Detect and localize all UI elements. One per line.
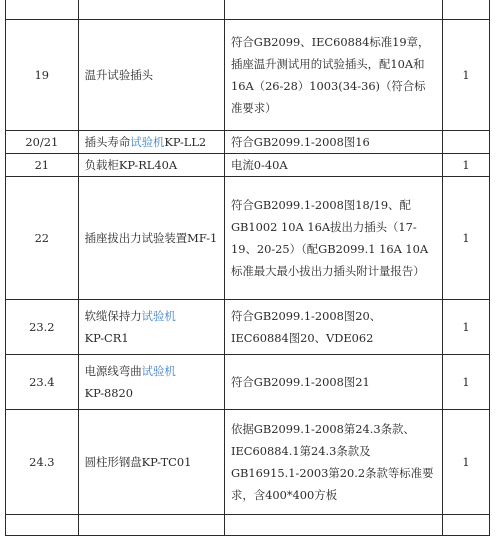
row-number <box>6 515 79 536</box>
standard-cell: 符合GB2099.1-2008图16 <box>224 131 442 154</box>
table-row <box>6 154 490 177</box>
row-number: 22 <box>6 177 79 300</box>
standard-cell: 电流0-40A <box>224 154 442 177</box>
row-number <box>6 0 79 20</box>
table-row <box>6 20 490 131</box>
equipment-name <box>78 0 224 20</box>
highlight-link[interactable]: 试验机 <box>141 364 176 378</box>
equipment-name: 负载柜KP-RL40A <box>78 154 224 177</box>
equipment-name: 插座拔出力试验装置MF-1 <box>78 177 224 300</box>
highlight-link[interactable]: 试验机 <box>130 135 165 149</box>
quantity-cell: 1 <box>442 300 489 355</box>
standard-cell: 符合GB2099、IEC60884标准19章，插座温升测试用的试验插头，配10A和16A（26-28）1003(34-36)（符合标准要求） <box>224 20 442 131</box>
row-number: 23.2 <box>6 300 79 355</box>
table-row <box>6 410 490 515</box>
standard-cell <box>224 515 442 536</box>
table-row <box>6 0 490 20</box>
quantity-cell <box>442 0 489 20</box>
standard-cell: 依据GB2099.1-2008第24.3条款、IEC60884.1第24.3条款及GB16915.1-2003第20.2条款等标准要求，含400*400方板 <box>224 410 442 515</box>
standard-cell: 符合GB2099.1-2008图21 <box>224 355 442 410</box>
table-row <box>6 131 490 154</box>
quantity-cell: 1 <box>442 154 489 177</box>
quantity-cell: 1 <box>442 20 489 131</box>
equipment-name: 温升试验插头 <box>78 20 224 131</box>
standard-cell <box>224 0 442 20</box>
equipment-name: 圆柱形钢盘KP-TC01 <box>78 410 224 515</box>
table-row <box>6 300 490 355</box>
equipment-table <box>5 0 490 536</box>
row-number: 23.4 <box>6 355 79 410</box>
highlight-link[interactable]: 试验机 <box>141 309 176 323</box>
equipment-name: 电源线弯曲试验机 KP-8820 <box>78 355 224 410</box>
equipment-name: 软缆保持力试验机 KP-CR1 <box>78 300 224 355</box>
quantity-cell: 1 <box>442 177 489 300</box>
table-row <box>6 515 490 536</box>
equipment-name <box>78 515 224 536</box>
quantity-cell <box>442 515 489 536</box>
standard-cell: 符合GB2099.1-2008图20、IEC60884图20、VDE062 <box>224 300 442 355</box>
quantity-cell: 1 <box>442 355 489 410</box>
table-row <box>6 355 490 410</box>
equipment-name: 插头寿命试验机KP-LL2 <box>78 131 224 154</box>
standard-cell: 符合GB2099.1-2008图18/19、配GB1002 10A 16A拔出力插头（17-19、20-25）（配GB2099.1 16A 10A标准最大最小拔出力插头附计量报告） <box>224 177 442 300</box>
table-row <box>6 177 490 300</box>
row-number: 20/21 <box>6 131 79 154</box>
row-number: 21 <box>6 154 79 177</box>
row-number: 24.3 <box>6 410 79 515</box>
quantity-cell <box>442 131 489 154</box>
row-number: 19 <box>6 20 79 131</box>
quantity-cell: 1 <box>442 410 489 515</box>
